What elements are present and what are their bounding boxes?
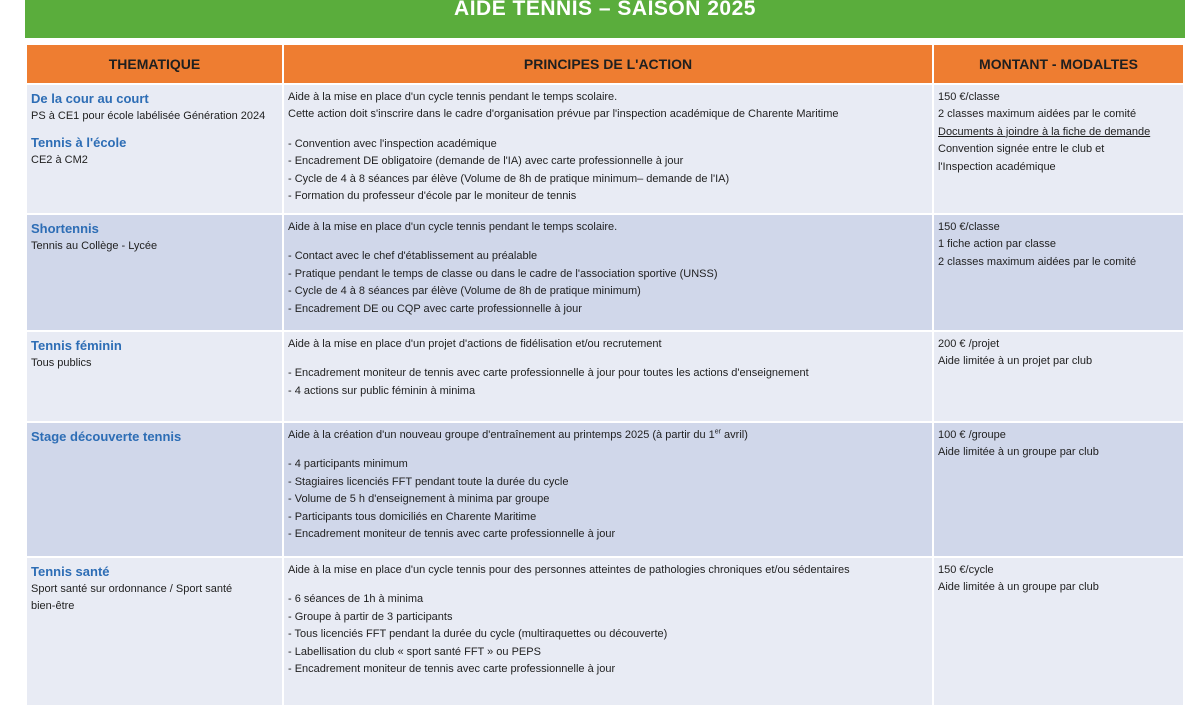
bullet-item: - Stagiaires licenciés FFT pendant toute la durée du cycle — [288, 475, 569, 488]
intro-line: Aide à la mise en place d'un cycle tennis pendant le temps scolaire. — [288, 91, 618, 103]
bullet-item: - Encadrement DE ou CQP avec carte professionnelle à jour — [288, 302, 582, 315]
cell-montant — [934, 85, 1183, 213]
table-row — [27, 215, 1183, 330]
header-montant: MONTANT - MODALTES — [934, 45, 1183, 83]
bullet-item: - Encadrement DE obligatoire (demande de l'IA) avec carte professionnelle à jour — [288, 155, 684, 168]
header-thematique: THEMATIQUE — [27, 45, 282, 83]
bullet-item: - Participants tous domiciliés en Charente Maritime — [288, 510, 537, 523]
bullet-item: - Formation du professeur d'école par le moniteur de tennis — [288, 190, 577, 203]
header-principes: PRINCIPES DE L'ACTION — [284, 45, 932, 83]
bullet-item: - Cycle de 4 à 8 séances par élève (Volume de 8h de pratique minimum– demande de l'IA) — [288, 172, 730, 185]
table-header-row — [27, 45, 1183, 83]
theme-title: De la cour au court — [31, 91, 149, 106]
page-title: AIDE TENNIS – SAISON 2025 — [454, 0, 756, 20]
table-row — [27, 332, 1183, 421]
bullet-item: - 6 séances de 1h à minima — [288, 593, 424, 606]
table-row — [27, 558, 1183, 705]
intro-line: Aide à la création d'un nouveau groupe d'entraînement au printemps 2025 (à partir du 1er avril) — [288, 428, 748, 441]
bullet-item: - Encadrement moniteur de tennis avec carte professionnelle à jour pour toutes les actions d'enseignement — [288, 367, 809, 380]
modality-line: Aide limitée à un groupe par club — [938, 446, 1099, 459]
cell-thematique — [27, 332, 282, 421]
bullet-item: - Tous licenciés FFT pendant la durée du cycle (multiraquettes ou découverte) — [288, 628, 668, 641]
bullet-item: - Convention avec l'inspection académique — [288, 137, 497, 150]
amount: 100 € /groupe — [938, 429, 1006, 441]
cell-thematique — [27, 85, 282, 213]
bullet-item: - Groupe à partir de 3 participants — [288, 610, 453, 623]
aid-table — [25, 43, 1185, 707]
cell-montant — [934, 423, 1183, 556]
theme-title: Shortennis — [31, 221, 99, 236]
theme-subtitle: Tous publics — [31, 357, 92, 369]
amount: 150 €/classe — [938, 91, 1000, 103]
amount: 150 €/classe — [938, 221, 1000, 233]
theme-title: Tennis féminin — [31, 338, 122, 353]
theme-subtitle: Sport santé sur ordonnance / Sport santé — [31, 583, 233, 595]
modality-line: 2 classes maximum aidées par le comité — [938, 108, 1137, 121]
theme-subtitle: PS à CE1 pour école labélisée Génération 2024 — [31, 110, 266, 122]
cell-montant — [934, 332, 1183, 421]
modality-line: l'Inspection académique — [938, 160, 1056, 173]
bullet-item: - Encadrement moniteur de tennis avec carte professionnelle à jour — [288, 663, 616, 676]
theme-subtitle: CE2 à CM2 — [31, 154, 88, 167]
theme-subtitle: bien-être — [31, 600, 75, 613]
title-banner — [25, 0, 1185, 38]
cell-principes — [284, 332, 932, 421]
modality-line: Convention signée entre le club et — [938, 143, 1105, 156]
cell-montant — [934, 558, 1183, 705]
cell-principes — [284, 215, 932, 330]
modality-line: Aide limitée à un projet par club — [938, 355, 1093, 368]
theme-title: Tennis santé — [31, 564, 110, 579]
cell-principes — [284, 423, 932, 556]
bullet-item: - Contact avec le chef d'établissement au préalable — [288, 250, 538, 263]
cell-thematique — [27, 215, 282, 330]
bullet-item: - Cycle de 4 à 8 séances par élève (Volume de 8h de pratique minimum) — [288, 285, 641, 298]
modality-line: 2 classes maximum aidées par le comité — [938, 255, 1137, 268]
theme-title: Tennis à l'école — [31, 135, 127, 151]
modality-line: Aide limitée à un groupe par club — [938, 581, 1099, 594]
cell-principes — [284, 85, 932, 213]
bullet-item: - Pratique pendant le temps de classe ou dans le cadre de l'association sportive (UNSS) — [288, 267, 718, 280]
bullet-item: - Labellisation du club « sport santé FFT » ou PEPS — [288, 645, 541, 658]
theme-title: Stage découverte tennis — [31, 429, 182, 444]
bullet-item: - 4 actions sur public féminin à minima — [288, 384, 476, 397]
cell-thematique — [27, 423, 282, 556]
intro-line: Aide à la mise en place d'un cycle tennis pendant le temps scolaire. — [288, 221, 618, 233]
cell-montant — [934, 215, 1183, 330]
documents-link[interactable]: Documents à joindre à la fiche de demande — [938, 125, 1151, 138]
bullet-item: - 4 participants minimum — [288, 458, 408, 471]
cell-thematique — [27, 558, 282, 705]
modality-line: 1 fiche action par classe — [938, 238, 1057, 251]
intro-line: Aide à la mise en place d'un cycle tennis pour des personnes atteintes de pathologies chroniques et/ou sédentaires — [288, 564, 850, 576]
amount: 200 € /projet — [938, 338, 1000, 350]
amount: 150 €/cycle — [938, 564, 994, 576]
table-row — [27, 85, 1183, 213]
intro-line: Cette action doit s'inscrire dans le cadre d'organisation prévue par l'inspection académique de Charente Maritime — [288, 108, 839, 121]
bullet-item: - Encadrement moniteur de tennis avec carte professionnelle à jour — [288, 528, 616, 541]
table-row — [27, 423, 1183, 556]
intro-line: Aide à la mise en place d'un projet d'actions de fidélisation et/ou recrutement — [288, 338, 662, 350]
bullet-item: - Volume de 5 h d'enseignement à minima par groupe — [288, 493, 550, 506]
theme-subtitle: Tennis au Collège - Lycée — [31, 240, 158, 252]
cell-principes — [284, 558, 932, 705]
